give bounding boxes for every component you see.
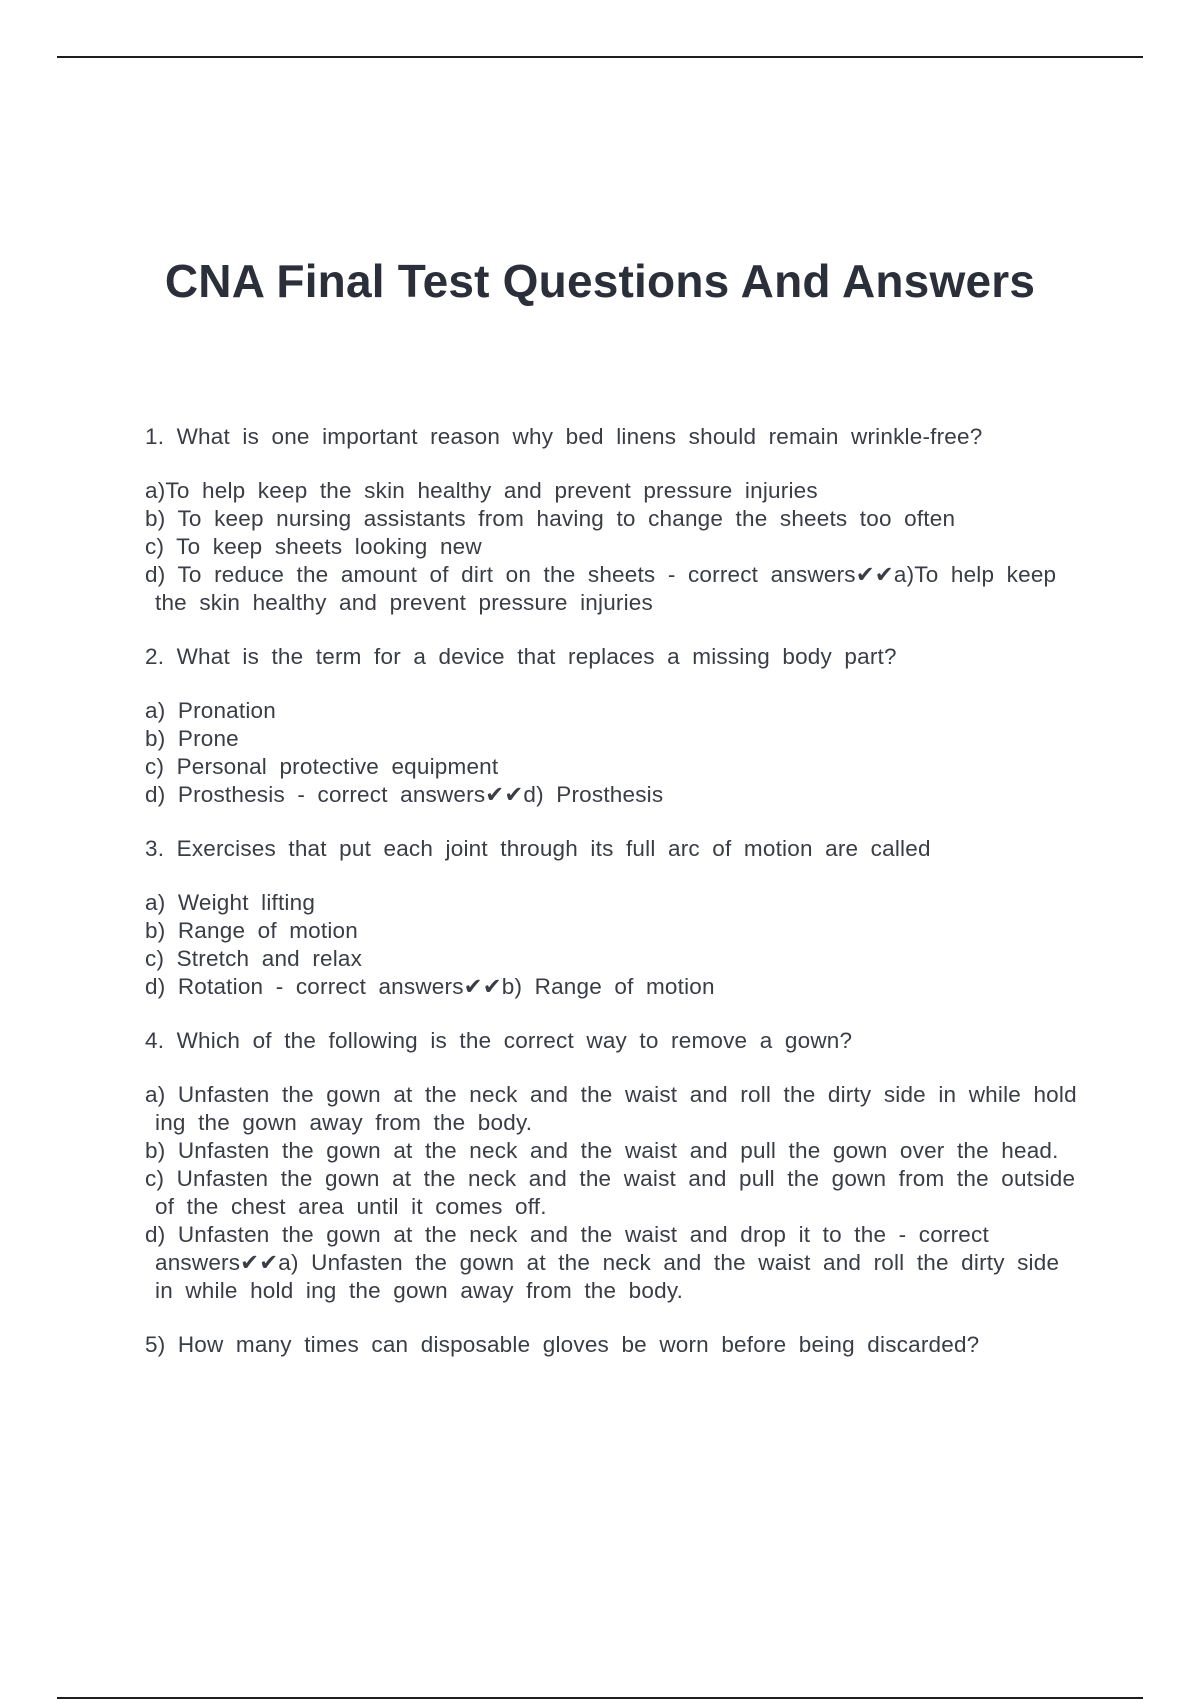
bottom-rule	[57, 1697, 1143, 1699]
question-block-4	[145, 1027, 1080, 1305]
answer-option-d: d) Unfasten the gown at the neck and the waist and drop it to the - correct answers✔✔a) Unfasten the gown at the neck and the waist and roll the dirty side in while hold ing the gown away from the body.	[145, 1222, 1060, 1303]
answer-option-b: b) Prone	[145, 726, 239, 751]
document-title: CNA Final Test Questions And Answers	[164, 255, 1036, 307]
answer-option-c: c) Stretch and relax	[145, 946, 363, 971]
answer-option-a: a) Pronation	[145, 698, 276, 723]
answer-option-d: d) Rotation - correct answers✔✔b) Range of motion	[145, 974, 715, 999]
answer-option-a: a)To help keep the skin healthy and prevent pressure injuries	[145, 478, 818, 503]
answer-option-d: d) Prosthesis - correct answers✔✔d) Prosthesis	[145, 782, 664, 807]
answer-option-c: c) Unfasten the gown at the neck and the waist and pull the gown from the outside of the chest area until it comes off.	[145, 1166, 1076, 1219]
answer-option-c: c) Personal protective equipment	[145, 754, 499, 779]
question-block-2	[145, 643, 1080, 809]
answer-option-a: a) Weight lifting	[145, 890, 316, 915]
answer-option-c: c) To keep sheets looking new	[145, 534, 482, 559]
question-block-3	[145, 835, 1080, 1001]
question-text: 3. Exercises that put each joint through its full arc of motion are called	[145, 836, 931, 861]
top-rule	[57, 56, 1143, 58]
question-text: 5) How many times can disposable gloves be worn before being discarded?	[145, 1332, 980, 1357]
answer-option-a: a) Unfasten the gown at the neck and the waist and roll the dirty side in while hold ing the gown away from the body.	[145, 1082, 1077, 1135]
question-block-1	[145, 423, 1080, 617]
answer-option-d: d) To reduce the amount of dirt on the sheets - correct answers✔✔a)To help keep the skin healthy and prevent pressure injuries	[145, 562, 1057, 615]
question-text: 4. Which of the following is the correct way to remove a gown?	[145, 1028, 853, 1053]
answer-option-b: b) Range of motion	[145, 918, 358, 943]
question-text: 1. What is one important reason why bed linens should remain wrinkle-free?	[145, 424, 983, 449]
question-list	[145, 423, 1080, 1385]
question-block-5	[145, 1331, 1080, 1359]
answer-option-b: b) To keep nursing assistants from having to change the sheets too often	[145, 506, 956, 531]
answer-option-b: b) Unfasten the gown at the neck and the waist and pull the gown over the head.	[145, 1138, 1059, 1163]
question-text: 2. What is the term for a device that replaces a missing body part?	[145, 644, 897, 669]
